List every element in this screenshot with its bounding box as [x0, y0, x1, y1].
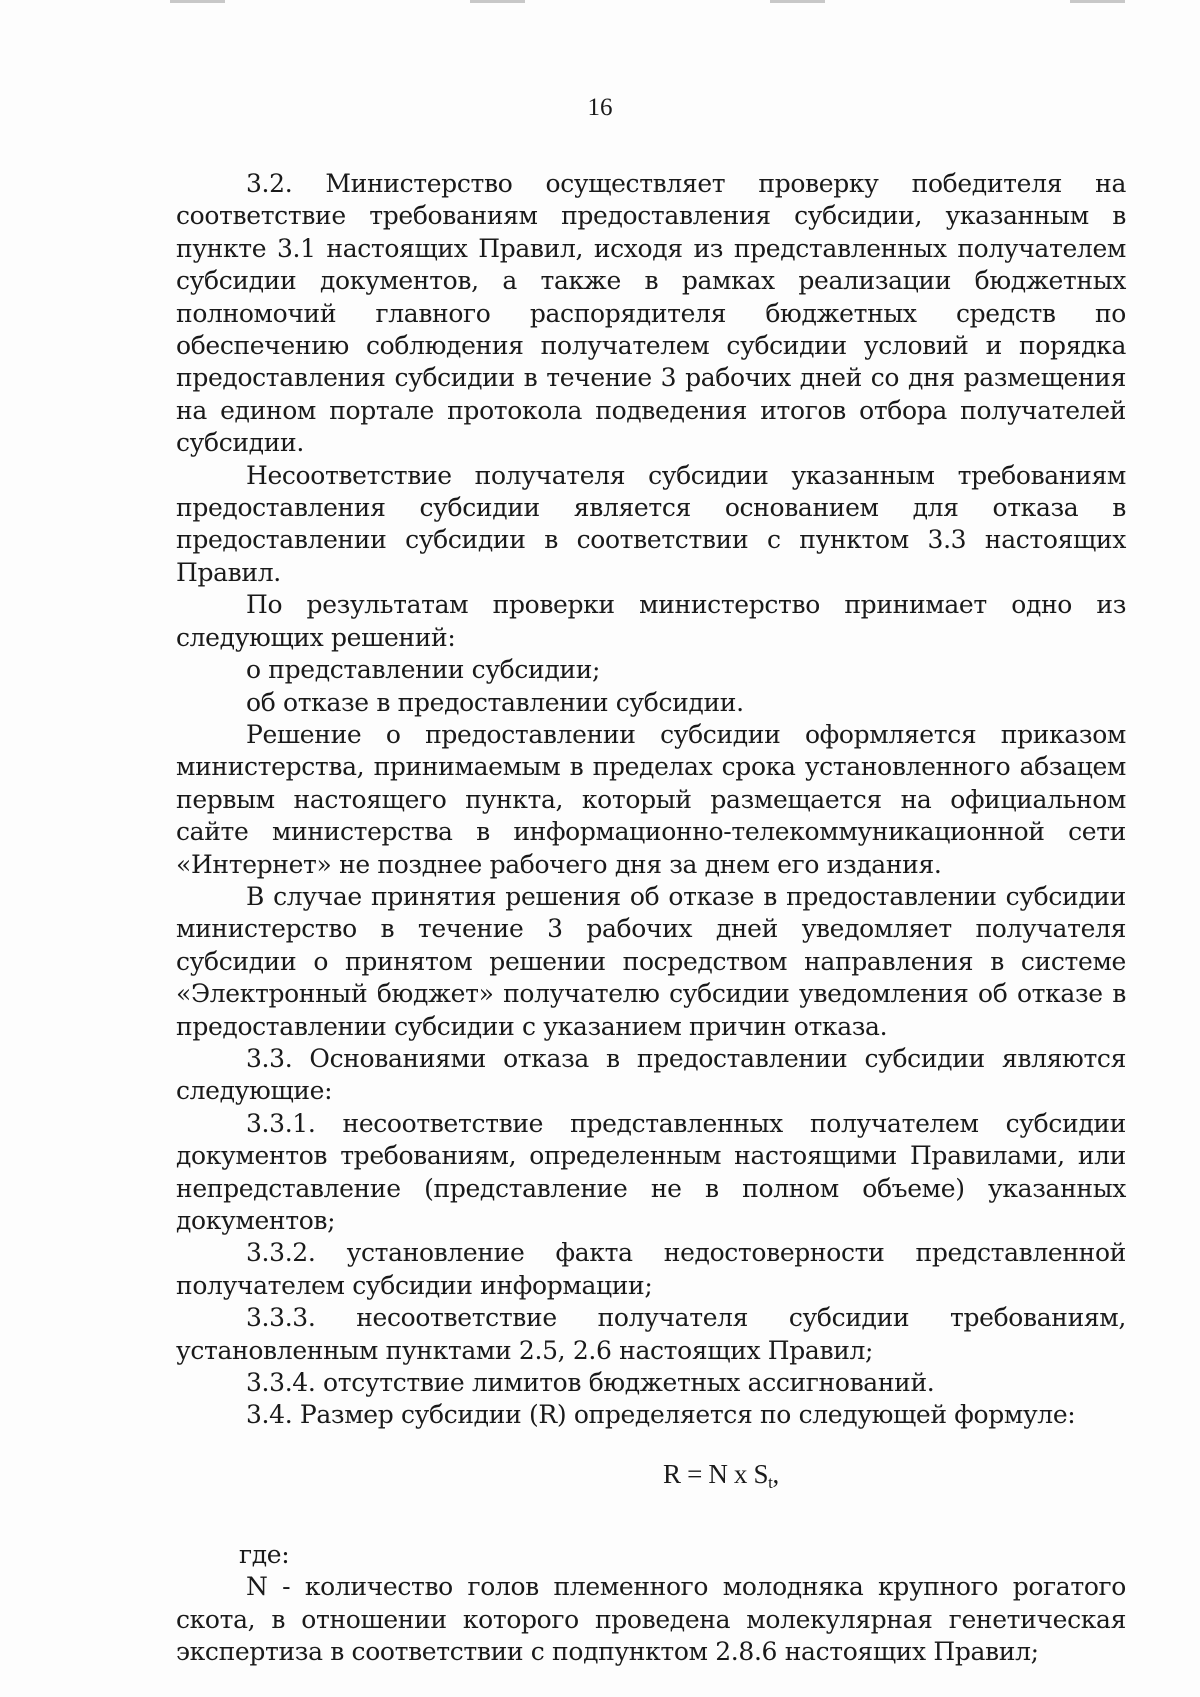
formula-main: R = N x S: [663, 1458, 769, 1489]
paragraph-3-4: 3.4. Размер субсидии (R) определяется по следующей формуле:: [246, 1400, 1076, 1430]
scan-artifact: [1070, 0, 1125, 3]
formula-subscript: t: [768, 1472, 773, 1492]
paragraph-3-3-2: 3.3.2. установление факта недостоверности представленной получателем субсидии информации;: [176, 1238, 1126, 1300]
paragraph-3-3: 3.3. Основаниями отказа в предоставлении субсидии являются следующие:: [176, 1043, 1126, 1106]
scan-artifact: [470, 0, 525, 3]
document-body: [176, 168, 1126, 1668]
paragraph-3-3-3: 3.3.3. несоответствие получателя субсидии требованиям, установленным пунктами 2.5, 2.6 настоящих Правил;: [176, 1303, 1126, 1365]
paragraph-decision-order: Решение о предоставлении субсидии оформляется приказом министерства, принимаемым в пределах срока установленного абзацем первым настоящего пункта, который размещается на официальном сайте министерства в информационно-телекоммуникационной сети «Интернет» не позднее рабочего дня за днем его издания.: [176, 719, 1126, 879]
formula-where: где:: [239, 1539, 290, 1569]
formula-suffix: ,: [772, 1458, 779, 1489]
paragraph-3-3-1: 3.3.1. несоответствие представленных получателем субсидии документов требованиям, определенным настоящими Правилами, или непредставление (представление не в полном объеме) указанных документов;: [176, 1108, 1126, 1235]
paragraph-n-definition: N - количество голов племенного молодняка крупного рогатого скота, в отношении которого проведена молекулярная генетическая экспертиза в соответствии с подпунктом 2.8.6 настоящих Правил;: [176, 1572, 1126, 1667]
paragraph-nonconformity: Несоответствие получателя субсидии указанным требованиям предоставления субсидии является основанием для отказа в предоставлении субсидии в соответствии с пунктом 3.3 настоящих Правил.: [176, 460, 1126, 587]
subsidy-formula: [176, 1454, 1126, 1503]
paragraph-3-3-4: 3.3.4. отсутствие лимитов бюджетных ассигнований.: [246, 1368, 935, 1398]
list-item-grant: о представлении субсидии;: [246, 655, 601, 685]
scan-artifact: [770, 0, 825, 3]
paragraph-refusal-notice: В случае принятия решения об отказе в предоставлении субсидии министерство в течение 3 рабочих дней уведомляет получателя субсидии о принятом решении посредством направления в системе «Электронный бюджет» получателю субсидии уведомления об отказе в предоставлении субсидии с указанием причин отказа.: [176, 881, 1126, 1041]
list-item-refusal: об отказе в предоставлении субсидии.: [246, 687, 744, 717]
page-number: 16: [587, 94, 613, 121]
scan-artifact: [170, 0, 225, 3]
paragraph-decision-intro: По результатам проверки министерство принимает одно из следующих решений:: [176, 590, 1126, 652]
paragraph-3-2: 3.2. Министерство осуществляет проверку победителя на соответствие требованиям предоставления субсидии, указанным в пункте 3.1 настоящих Правил, исходя из представленных получателем субсидии документов, а также в рамках реализации бюджетных полномочий главного распорядителя бюджетных средств по обеспечению соблюдения получателем субсидии условий и порядка предоставления субсидии в течение 3 рабочих дней со дня размещения на едином портале протокола подведения итогов отбора получателей субсидии.: [176, 169, 1126, 458]
